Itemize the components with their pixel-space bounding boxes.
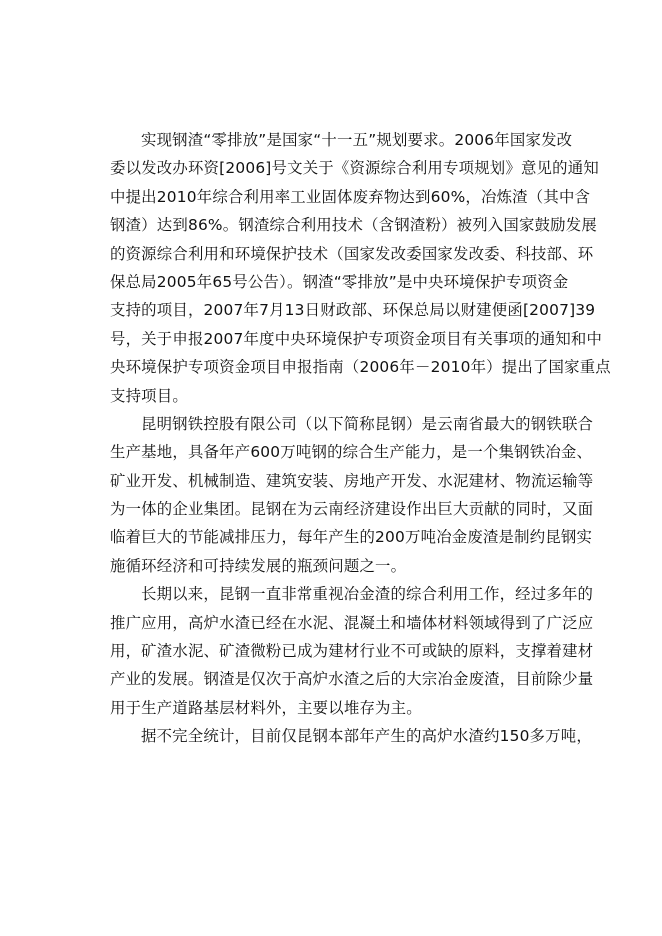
paragraph-1-line-10: 支持项目。 bbox=[110, 386, 188, 405]
paragraph-1-line-9: 央环境保护专项资金项目申报指南（2006年－2010年）提出了国家重点 bbox=[110, 358, 611, 377]
paragraph-1-line-5: 的资源综合利用和环境保护技术（国家发改委国家发改委、科技部、环 bbox=[110, 244, 594, 263]
paragraph-2-line-4: 为一体的企业集团。昆钢在为云南经济建设作出巨大贡献的同时，又面 bbox=[110, 500, 594, 519]
paragraph-2-line-5: 临着巨大的节能减排压力，每年产生的200万吨冶金废渣是制约昆钢实 bbox=[110, 528, 593, 547]
paragraph-3-line-1: 长期以来，昆钢一直非常重视冶金渣的综合利用工作，经过多年的 bbox=[141, 585, 594, 604]
document-body bbox=[110, 126, 611, 751]
paragraph-2-line-3: 矿业开发、机械制造、建筑安装、房地产开发、水泥建材、物流运输等 bbox=[110, 471, 594, 490]
paragraph-1-line-3: 中提出2010年综合利用率工业固体废弃物达到60%，冶炼渣（其中含 bbox=[110, 187, 591, 206]
paragraph-3-line-4: 产业的发展。钢渣是仅次于高炉水渣之后的大宗冶金废渣，目前除少量 bbox=[110, 670, 594, 689]
paragraph-2-line-2: 生产基地，具备年产600万吨钢的综合生产能力，是一个集钢铁冶金、 bbox=[110, 443, 593, 462]
paragraph-3-line-3: 用，矿渣水泥、矿渣微粉已成为建材行业不可或缺的原料，支撑着建材 bbox=[110, 642, 594, 661]
paragraph-1-line-1: 实现钢渣“零排放”是国家“十一五”规划要求。2006年国家发改 bbox=[141, 131, 573, 149]
paragraph-4-line-1: 据不完全统计，目前仅昆钢本部年产生的高炉水渣约150多万吨， bbox=[141, 727, 592, 746]
paragraph-2-line-1: 昆明钢铁控股有限公司（以下简称昆钢）是云南省最大的钢铁联合 bbox=[141, 414, 594, 433]
paragraph-1-line-6: 保总局2005年65号公告）。钢渣“零排放”是中央环境保护专项资金 bbox=[110, 272, 569, 291]
paragraph-3-line-5: 用于生产道路基层材料外，主要以堆存为主。 bbox=[110, 698, 422, 717]
paragraph-2-line-6: 施循环经济和可持续发展的瓶颈问题之一。 bbox=[110, 556, 407, 575]
paragraph-1-line-4: 钢渣）达到86%。钢渣综合利用技术（含钢渣粉）被列入国家鼓励发展 bbox=[110, 216, 597, 235]
paragraph-1-line-8: 号，关于申报2007年度中央环境保护专项资金项目有关事项的通知和中 bbox=[110, 329, 603, 348]
paragraph-1-line-7: 支持的项目，2007年7月13日财政部、环保总局以财建便函[2007]39 bbox=[110, 301, 596, 320]
paragraph-1-line-2: 委以发改办环资[2006]号文关于《资源综合利用专项规划》意见的通知 bbox=[110, 159, 599, 178]
paragraph-3-line-2: 推广应用，高炉水渣已经在水泥、混凝土和墙体材料领域得到了广泛应 bbox=[110, 613, 594, 632]
